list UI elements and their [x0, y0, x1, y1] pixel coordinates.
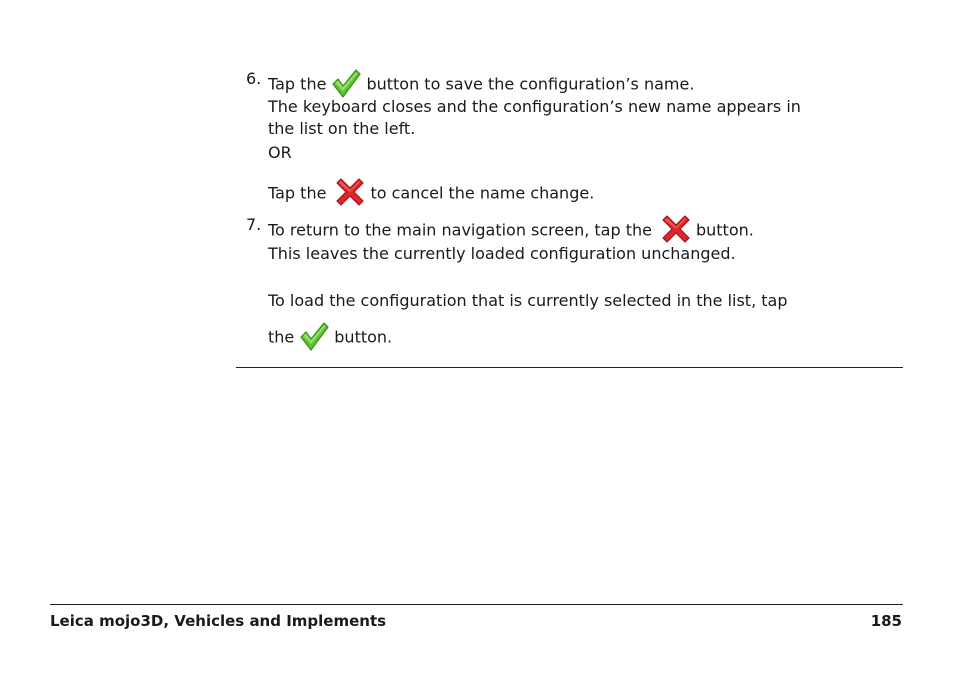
- step-7-pre-text: To return to the main navigation screen, tap the: [268, 220, 652, 240]
- section-divider: [236, 367, 903, 368]
- footer-divider: [50, 604, 903, 605]
- step-6-alt-pre-text: Tap the: [268, 183, 327, 203]
- step-7-result: This leaves the currently loaded configuration unchanged.: [268, 244, 736, 263]
- step-6-alternative: [268, 178, 594, 210]
- cross-icon: [660, 213, 692, 245]
- note-pre-text: the: [268, 327, 295, 347]
- note-line-2: [268, 322, 392, 354]
- step-7-instruction: [268, 215, 754, 247]
- footer-title: Leica mojo3D, Vehicles and Implements: [50, 612, 387, 630]
- page-number: 185: [870, 612, 902, 630]
- note-line-1: To load the configuration that is currently selected in the list, tap: [268, 291, 788, 310]
- step-6-number: 6.: [246, 69, 262, 88]
- step-6-pre-text: Tap the: [268, 74, 327, 94]
- step-6-result-line-1: The keyboard closes and the configuration’s new name appears in: [268, 97, 801, 116]
- step-6-alt-post-text: to cancel the name change.: [370, 183, 595, 203]
- checkmark-icon: [298, 320, 330, 352]
- step-6-post-text: button to save the configuration’s name.: [366, 74, 695, 94]
- note-post-text: button.: [334, 327, 393, 347]
- checkmark-icon: [330, 67, 362, 99]
- step-6-or: OR: [268, 143, 292, 162]
- cross-icon: [334, 176, 366, 208]
- step-7-post-text: button.: [695, 220, 754, 240]
- step-6-result-line-2: the list on the left.: [268, 119, 416, 138]
- step-7-number: 7.: [246, 215, 262, 234]
